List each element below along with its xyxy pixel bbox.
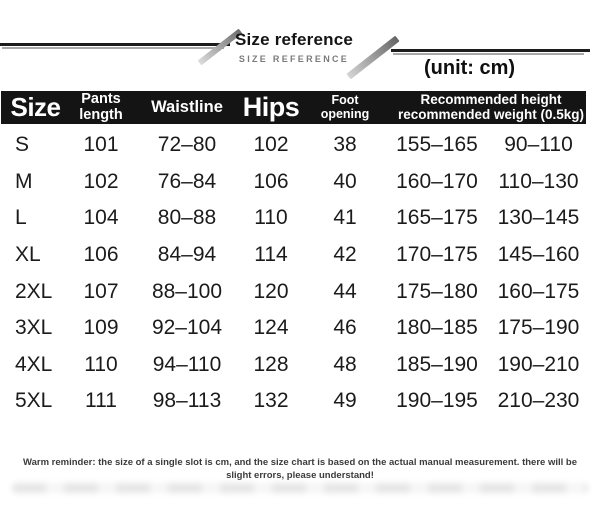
right-divider-line (391, 49, 590, 52)
table-cell: 101 (83, 133, 119, 157)
table-cell: 111 (85, 389, 117, 413)
table-cell: 46 (333, 316, 357, 340)
foot-opening-line1: Foot (331, 93, 359, 107)
table-cell: 106 (253, 169, 289, 193)
table-row (1, 273, 586, 310)
table-cell: 124 (253, 316, 289, 340)
table-cell: 44 (333, 279, 357, 303)
table-cell: 80–88 (157, 206, 217, 230)
table-row (1, 200, 586, 237)
size-label: 5XL (15, 389, 53, 413)
table-cell: 92–104 (151, 316, 223, 340)
table-row (1, 383, 586, 420)
table-row (1, 127, 586, 164)
column-header-waistline: Waistline (151, 97, 223, 116)
table-cell: 210–230 (497, 389, 580, 413)
warm-reminder-text: Warm reminder: the size of a single slot is cm, and the size chart is based on the actual manual measurement. there will be slight errors, please understand! (23, 457, 577, 481)
table-row (1, 237, 586, 274)
table-row (1, 347, 586, 384)
recommended-line1: Recommended height (420, 91, 562, 107)
left-divider-line (0, 43, 230, 46)
table-cell: 102 (253, 133, 289, 157)
table-cell: 41 (333, 206, 357, 230)
table-cell: 120 (253, 279, 289, 303)
table-cell: 94–110 (152, 352, 222, 376)
table-cell: 107 (83, 279, 119, 303)
size-label: 4XL (15, 352, 53, 376)
table-cell: 42 (333, 243, 357, 267)
table-cell: 180–185 (396, 316, 478, 340)
table-cell: 110 (254, 206, 288, 230)
table-cell: 76–84 (157, 169, 217, 193)
table-cell: 130–145 (497, 206, 580, 230)
table-cell: 145–160 (497, 243, 580, 267)
table-cell: 190–210 (497, 352, 580, 376)
page-title: Size reference (234, 30, 354, 49)
table-cell: 102 (83, 169, 119, 193)
table-cell: 170–175 (396, 243, 478, 267)
unit-label: (unit: cm) (424, 57, 516, 79)
table-cell: 38 (333, 133, 357, 157)
table-cell: 185–190 (396, 352, 478, 376)
table-cell: 155–165 (396, 133, 478, 157)
table-row (1, 310, 586, 347)
size-label: S (15, 133, 30, 157)
table-cell: 110 (84, 352, 118, 376)
table-cell: 175–180 (396, 279, 478, 303)
table-cell: 165–175 (396, 206, 478, 230)
table-cell: 175–190 (497, 316, 580, 340)
table-cell: 40 (333, 169, 357, 193)
recommended-line2: recommended weight (0.5kg) (397, 106, 585, 122)
table-cell: 88–100 (151, 279, 223, 303)
table-cell: 49 (333, 389, 357, 413)
column-header-foot-opening (307, 94, 383, 121)
table-cell: 106 (83, 243, 119, 267)
column-header-pants-length: Pants length (79, 90, 123, 123)
size-label: 3XL (15, 316, 53, 340)
column-header-recommended (383, 93, 586, 122)
size-label: 2XL (15, 279, 53, 303)
table-cell: 132 (253, 389, 289, 413)
table-cell: 114 (254, 243, 288, 267)
table-cell: 109 (83, 316, 119, 340)
table-cell: 110–130 (498, 169, 579, 193)
column-header-size: Size (10, 92, 61, 123)
table-cell: 104 (83, 206, 119, 230)
page-subtitle: SIZE REFERENCE (238, 54, 350, 64)
table-header (1, 91, 586, 124)
table-cell: 160–175 (497, 279, 580, 303)
column-header-hips: Hips (242, 91, 300, 122)
table-cell: 98–113 (152, 389, 222, 413)
table-row (1, 164, 586, 201)
table-body (1, 127, 586, 420)
table-cell: 84–94 (157, 243, 217, 267)
foot-opening-line2: opening (320, 106, 370, 121)
size-label: M (15, 169, 33, 193)
table-cell: 72–80 (157, 133, 217, 157)
blurred-watermark-band (12, 483, 588, 493)
size-label: L (15, 206, 27, 230)
table-cell: 128 (253, 352, 289, 376)
table-cell: 190–195 (396, 389, 478, 413)
table-cell: 48 (333, 352, 357, 376)
table-cell: 90–110 (504, 133, 573, 157)
table-cell: 160–170 (396, 169, 478, 193)
size-label: XL (15, 243, 41, 267)
